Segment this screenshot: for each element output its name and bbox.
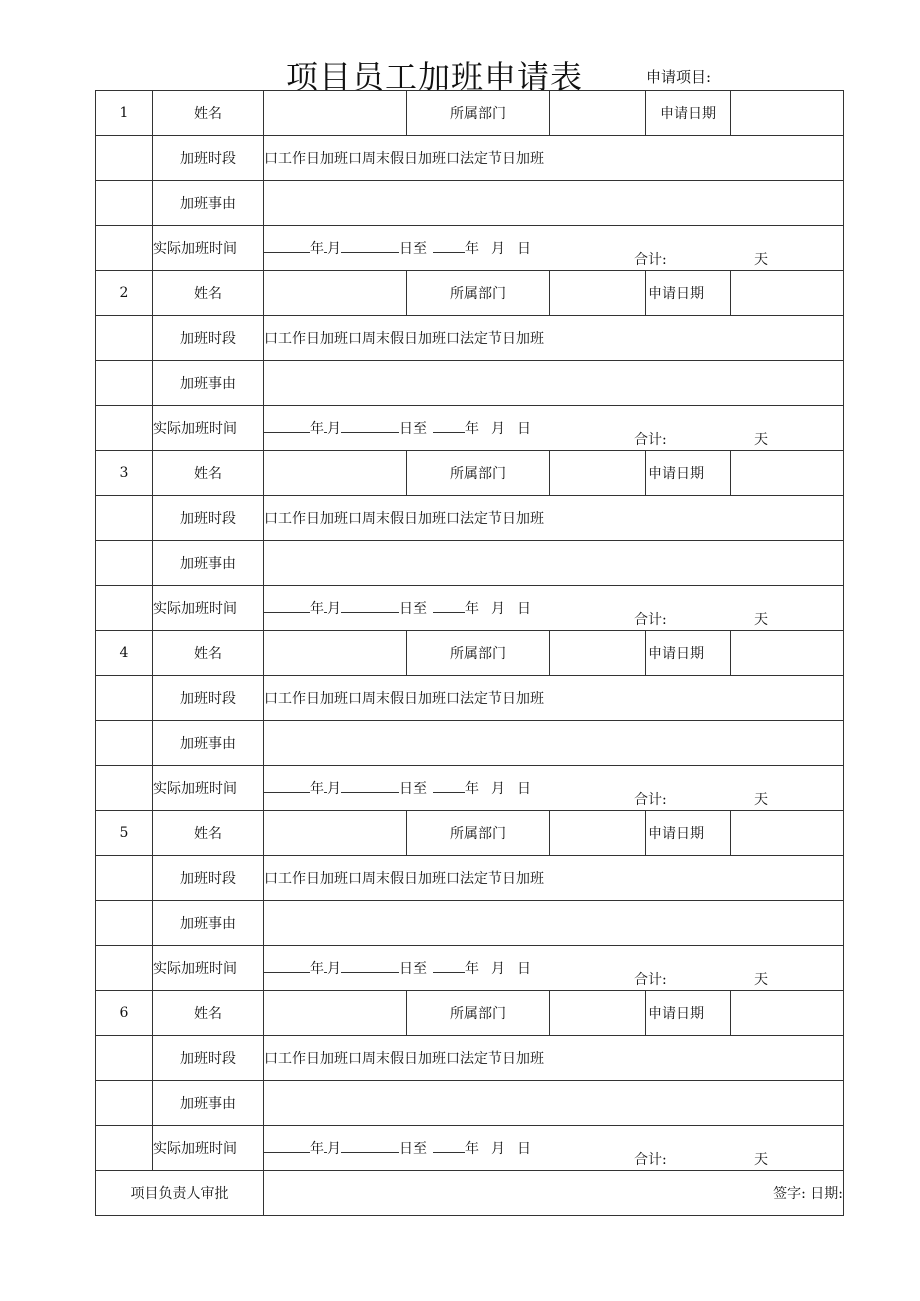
approval-label: 项目负责人审批 — [96, 1171, 264, 1216]
ot-period-options[interactable]: 口工作日加班口周末假日加班口法定节日加班 — [264, 1036, 844, 1081]
ot-period-label: 加班时段 — [153, 856, 264, 901]
actual-time-field[interactable] — [264, 226, 844, 271]
ot-reason-field[interactable] — [264, 1081, 844, 1126]
days-unit-label: 天 — [754, 1152, 768, 1168]
day-blank[interactable] — [341, 1138, 399, 1153]
year-label: 年 — [310, 781, 324, 797]
entry-period-row — [96, 856, 844, 901]
department-label: 所属部门 — [407, 631, 550, 676]
month-end-label: 月 — [491, 1141, 505, 1157]
name-field[interactable] — [264, 451, 407, 496]
department-field[interactable] — [550, 271, 646, 316]
department-field[interactable] — [550, 991, 646, 1036]
blank-cell — [96, 406, 153, 451]
name-label: 姓名 — [153, 991, 264, 1036]
year-end-label: 年 — [465, 1141, 479, 1157]
blank-cell — [96, 766, 153, 811]
name-field[interactable] — [264, 631, 407, 676]
total-label: 合计: — [634, 612, 667, 628]
ot-reason-label: 加班事由 — [153, 721, 264, 766]
ot-reason-field[interactable] — [264, 541, 844, 586]
entry-number: 3 — [96, 451, 153, 496]
name-label: 姓名 — [153, 811, 264, 856]
approval-field[interactable] — [264, 1171, 844, 1216]
actual-time-field[interactable] — [264, 406, 844, 451]
entry-period-row — [96, 1036, 844, 1081]
blank-cell — [96, 1126, 153, 1171]
entry-number: 6 — [96, 991, 153, 1036]
month-label: 月 — [327, 241, 341, 257]
actual-time-label: 实际加班时间 — [153, 946, 264, 991]
entry-time-row — [96, 586, 844, 631]
department-field[interactable] — [550, 91, 646, 136]
name-field[interactable] — [264, 271, 407, 316]
department-field[interactable] — [550, 451, 646, 496]
day-blank[interactable] — [341, 778, 399, 793]
actual-time-label: 实际加班时间 — [153, 1126, 264, 1171]
year-label: 年 — [310, 241, 324, 257]
actual-time-field[interactable] — [264, 586, 844, 631]
apply-date-field[interactable] — [731, 991, 844, 1036]
total-label: 合计: — [634, 972, 667, 988]
year-blank[interactable] — [264, 598, 310, 613]
entry-name-row — [96, 991, 844, 1036]
month-end-label: 月 — [491, 601, 505, 617]
month-label: 月 — [327, 961, 341, 977]
apply-date-label: 申请日期 — [646, 271, 731, 316]
month-end-label: 月 — [491, 781, 505, 797]
day-blank[interactable] — [341, 958, 399, 973]
days-unit-label: 天 — [754, 432, 768, 448]
total-label: 合计: — [634, 252, 667, 268]
ot-reason-label: 加班事由 — [153, 1081, 264, 1126]
department-label: 所属部门 — [407, 991, 550, 1036]
department-label: 所属部门 — [407, 91, 550, 136]
total-label: 合计: — [634, 1152, 667, 1168]
day-end-label: 日 — [517, 1141, 531, 1157]
month-label: 月 — [327, 781, 341, 797]
entry-reason-row — [96, 361, 844, 406]
entry-period-row — [96, 496, 844, 541]
ot-period-options[interactable]: 口工作日加班口周末假日加班口法定节日加班 — [264, 856, 844, 901]
entry-reason-row — [96, 1081, 844, 1126]
blank-cell — [96, 901, 153, 946]
day-blank[interactable] — [341, 238, 399, 253]
entry-reason-row — [96, 181, 844, 226]
day-end-label: 日 — [517, 781, 531, 797]
department-label: 所属部门 — [407, 811, 550, 856]
approval-row — [96, 1171, 844, 1216]
page-title: 项目员工加班申请表 — [286, 58, 584, 96]
apply-date-field[interactable] — [731, 811, 844, 856]
apply-date-field[interactable] — [731, 271, 844, 316]
year-blank[interactable] — [264, 778, 310, 793]
ot-period-label: 加班时段 — [153, 1036, 264, 1081]
blank-cell — [96, 586, 153, 631]
name-field[interactable] — [264, 991, 407, 1036]
apply-date-label: 申请日期 — [646, 991, 731, 1036]
department-label: 所属部门 — [407, 451, 550, 496]
blank-cell — [96, 856, 153, 901]
total-label: 合计: — [634, 792, 667, 808]
actual-time-label: 实际加班时间 — [153, 226, 264, 271]
blank-cell — [96, 721, 153, 766]
department-label: 所属部门 — [407, 271, 550, 316]
ot-reason-field[interactable] — [264, 181, 844, 226]
entry-number: 4 — [96, 631, 153, 676]
name-field[interactable] — [264, 91, 407, 136]
entry-name-row — [96, 631, 844, 676]
entry-period-row — [96, 676, 844, 721]
month-end-label: 月 — [491, 961, 505, 977]
year-blank[interactable] — [264, 958, 310, 973]
ot-period-options[interactable]: 口工作日加班口周末假日加班口法定节日加班 — [264, 676, 844, 721]
ot-reason-label: 加班事由 — [153, 361, 264, 406]
year-end-blank[interactable] — [433, 958, 465, 973]
day-to-label: 日至 — [399, 421, 427, 437]
year-end-blank[interactable] — [433, 238, 465, 253]
day-to-label: 日至 — [399, 241, 427, 257]
days-unit-label: 天 — [754, 972, 768, 988]
days-unit-label: 天 — [754, 612, 768, 628]
apply-date-label: 申请日期 — [646, 631, 731, 676]
actual-time-label: 实际加班时间 — [153, 406, 264, 451]
entry-name-row — [96, 811, 844, 856]
entry-name-row — [96, 271, 844, 316]
blank-cell — [96, 1036, 153, 1081]
entry-number: 5 — [96, 811, 153, 856]
actual-time-label: 实际加班时间 — [153, 586, 264, 631]
month-end-label: 月 — [491, 421, 505, 437]
ot-reason-label: 加班事由 — [153, 181, 264, 226]
entry-number: 2 — [96, 271, 153, 316]
day-end-label: 日 — [517, 601, 531, 617]
blank-cell — [96, 181, 153, 226]
year-blank[interactable] — [264, 418, 310, 433]
apply-date-field[interactable] — [731, 91, 844, 136]
blank-cell — [96, 361, 153, 406]
blank-cell — [96, 1081, 153, 1126]
ot-period-label: 加班时段 — [153, 676, 264, 721]
ot-reason-field[interactable] — [264, 361, 844, 406]
month-label: 月 — [327, 421, 341, 437]
name-label: 姓名 — [153, 91, 264, 136]
name-label: 姓名 — [153, 271, 264, 316]
overtime-form-table — [95, 90, 844, 1216]
apply-date-field[interactable] — [731, 451, 844, 496]
apply-date-label: 申请日期 — [646, 451, 731, 496]
name-label: 姓名 — [153, 451, 264, 496]
year-end-label: 年 — [465, 421, 479, 437]
entry-reason-row — [96, 541, 844, 586]
day-end-label: 日 — [517, 961, 531, 977]
days-unit-label: 天 — [754, 252, 768, 268]
day-to-label: 日至 — [399, 781, 427, 797]
days-unit-label: 天 — [754, 792, 768, 808]
year-end-label: 年 — [465, 601, 479, 617]
apply-date-field[interactable] — [731, 631, 844, 676]
ot-reason-field[interactable] — [264, 721, 844, 766]
year-end-label: 年 — [465, 241, 479, 257]
actual-time-field[interactable] — [264, 946, 844, 991]
actual-time-label: 实际加班时间 — [153, 766, 264, 811]
ot-reason-label: 加班事由 — [153, 901, 264, 946]
apply-date-label: 申请日期 — [646, 91, 731, 136]
month-label: 月 — [327, 1141, 341, 1157]
year-end-blank[interactable] — [433, 418, 465, 433]
ot-reason-label: 加班事由 — [153, 541, 264, 586]
blank-cell — [96, 226, 153, 271]
blank-cell — [96, 676, 153, 721]
year-end-blank[interactable] — [433, 1138, 465, 1153]
entry-name-row — [96, 91, 844, 136]
day-end-label: 日 — [517, 241, 531, 257]
year-end-label: 年 — [465, 781, 479, 797]
entry-time-row — [96, 946, 844, 991]
blank-cell — [96, 136, 153, 181]
year-blank[interactable] — [264, 1138, 310, 1153]
blank-cell — [96, 496, 153, 541]
day-to-label: 日至 — [399, 601, 427, 617]
year-blank[interactable] — [264, 238, 310, 253]
name-label: 姓名 — [153, 631, 264, 676]
entry-period-row — [96, 316, 844, 361]
day-to-label: 日至 — [399, 1141, 427, 1157]
ot-period-options[interactable]: 口工作日加班口周末假日加班口法定节日加班 — [264, 316, 844, 361]
ot-period-label: 加班时段 — [153, 136, 264, 181]
entry-time-row — [96, 406, 844, 451]
apply-date-label: 申请日期 — [646, 811, 731, 856]
entry-reason-row — [96, 721, 844, 766]
entry-time-row — [96, 766, 844, 811]
entry-period-row — [96, 136, 844, 181]
ot-reason-field[interactable] — [264, 901, 844, 946]
entry-time-row — [96, 1126, 844, 1171]
ot-period-label: 加班时段 — [153, 316, 264, 361]
year-end-blank[interactable] — [433, 778, 465, 793]
department-field[interactable] — [550, 631, 646, 676]
sign-date-label: 签字: 日期: — [773, 1186, 843, 1202]
blank-cell — [96, 541, 153, 586]
blank-cell — [96, 946, 153, 991]
day-blank[interactable] — [341, 598, 399, 613]
entry-number: 1 — [96, 91, 153, 136]
ot-period-label: 加班时段 — [153, 496, 264, 541]
year-label: 年 — [310, 421, 324, 437]
year-end-label: 年 — [465, 961, 479, 977]
actual-time-field[interactable] — [264, 1126, 844, 1171]
month-label: 月 — [327, 601, 341, 617]
total-label: 合计: — [634, 432, 667, 448]
year-label: 年 — [310, 1141, 324, 1157]
month-end-label: 月 — [491, 241, 505, 257]
actual-time-field[interactable] — [264, 766, 844, 811]
year-label: 年 — [310, 961, 324, 977]
entry-name-row — [96, 451, 844, 496]
day-to-label: 日至 — [399, 961, 427, 977]
day-end-label: 日 — [517, 421, 531, 437]
name-field[interactable] — [264, 811, 407, 856]
apply-project-label: 申请项目: — [646, 68, 712, 86]
entry-time-row — [96, 226, 844, 271]
ot-period-options[interactable]: 口工作日加班口周末假日加班口法定节日加班 — [264, 496, 844, 541]
year-label: 年 — [310, 601, 324, 617]
day-blank[interactable] — [341, 418, 399, 433]
year-end-blank[interactable] — [433, 598, 465, 613]
ot-period-options[interactable]: 口工作日加班口周末假日加班口法定节日加班 — [264, 136, 844, 181]
entry-reason-row — [96, 901, 844, 946]
department-field[interactable] — [550, 811, 646, 856]
blank-cell — [96, 316, 153, 361]
